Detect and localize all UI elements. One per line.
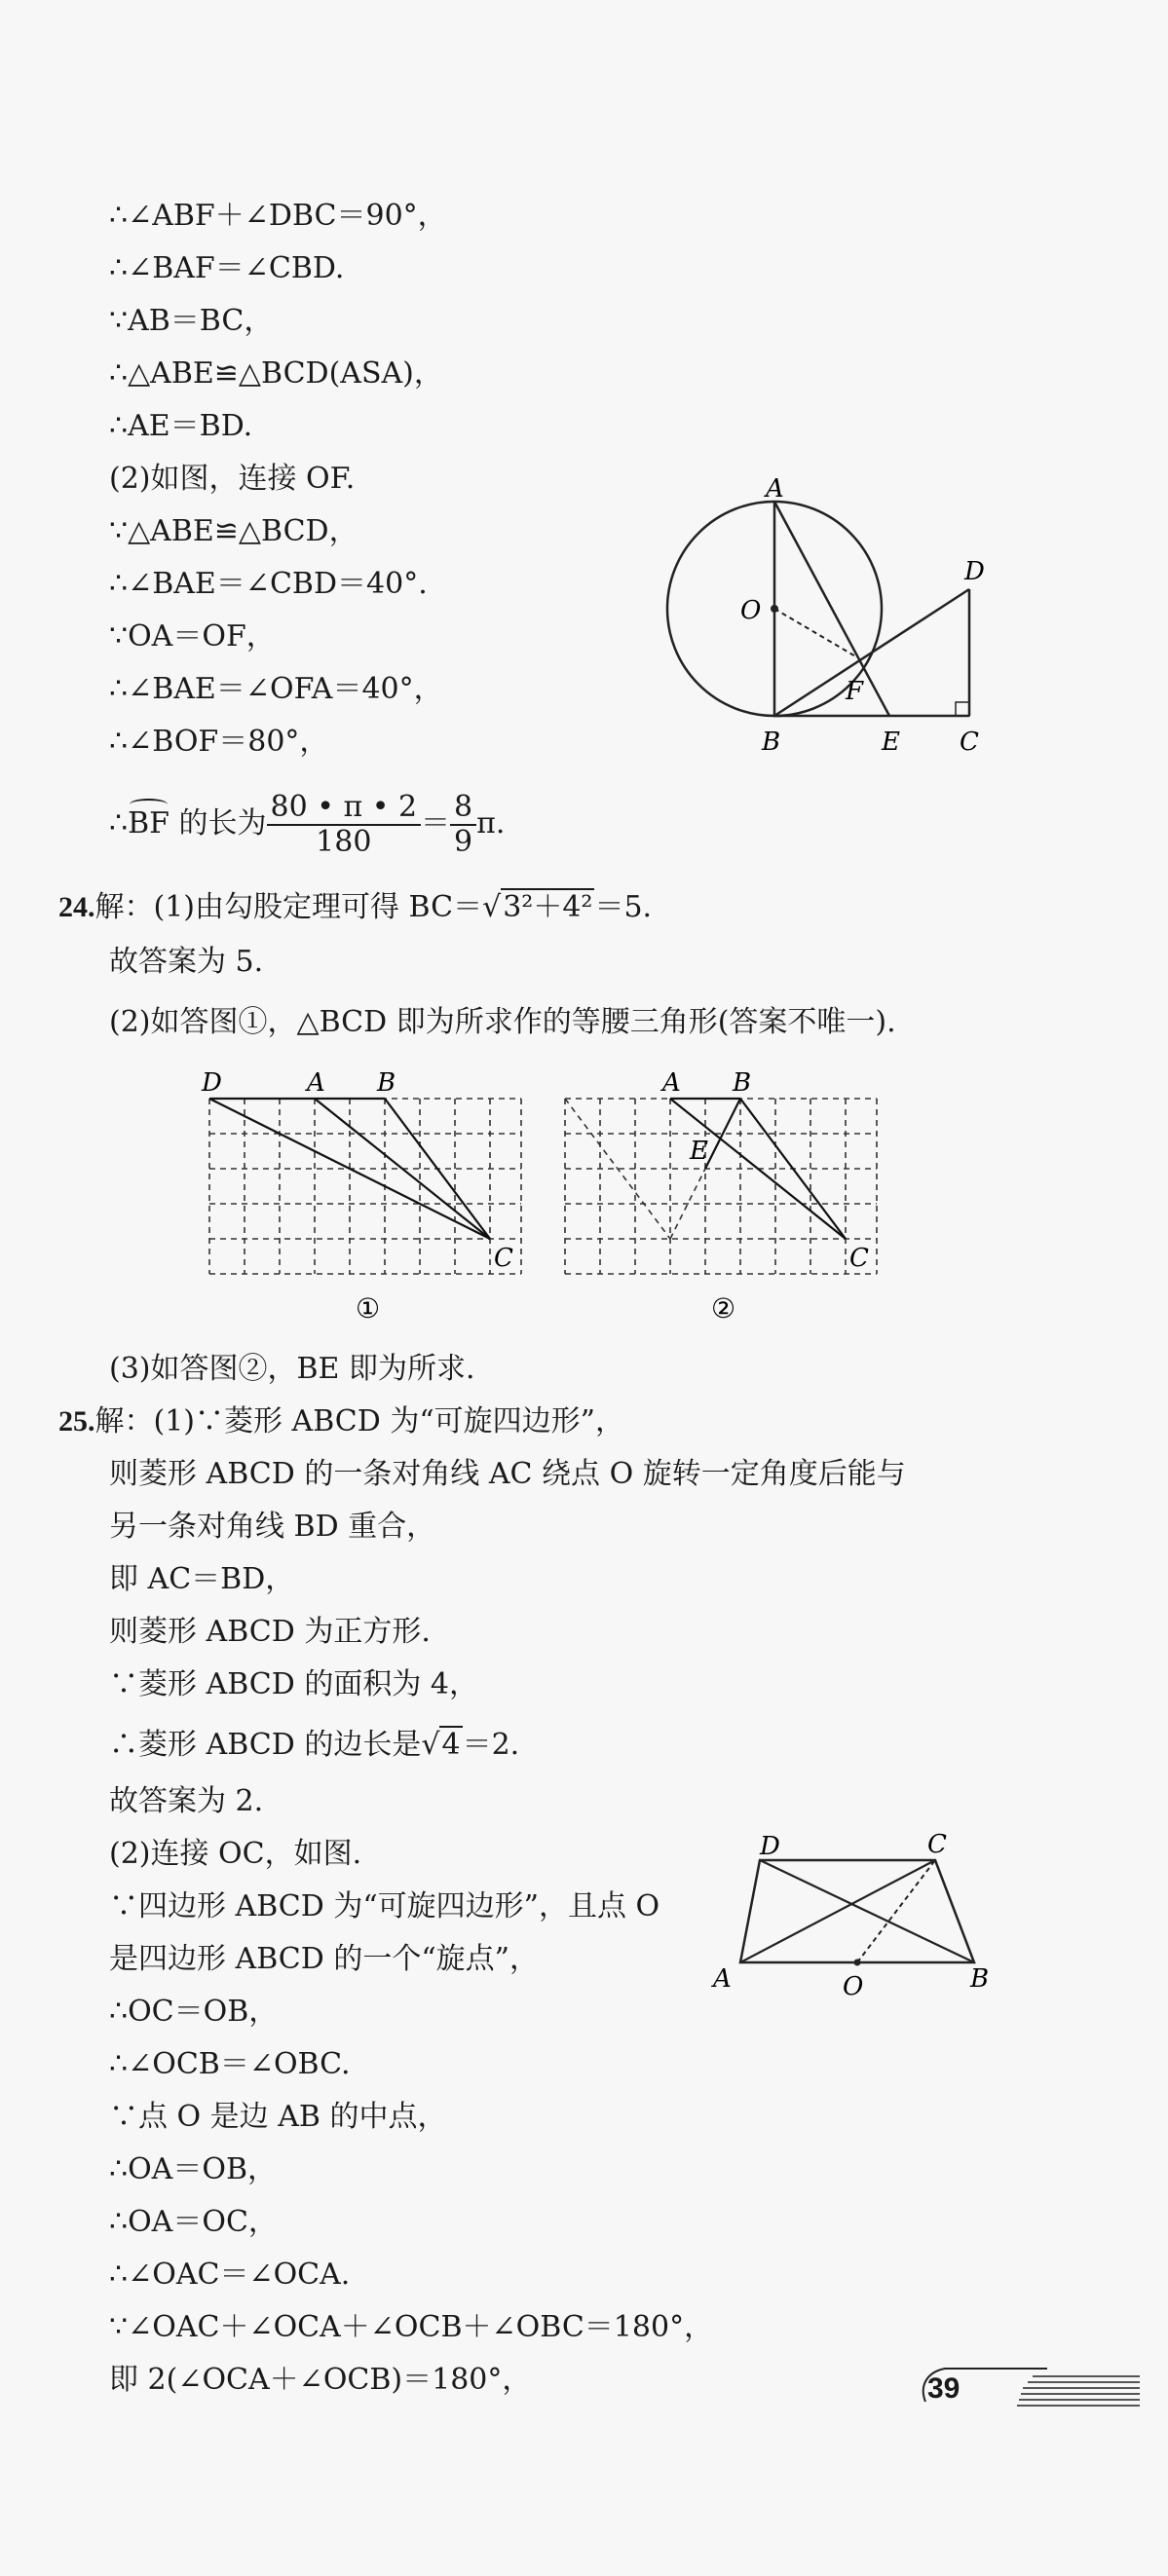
text-line: 故答案为 5. bbox=[109, 945, 264, 979]
text-line: (3)如答图②，BE 即为所求. bbox=[109, 1352, 475, 1386]
text-line: ∵点 O 是边 AB 的中点， bbox=[109, 2100, 447, 2134]
caption-2: ② bbox=[711, 1292, 736, 1325]
text-line: 另一条对角线 BD 重合， bbox=[109, 1510, 436, 1544]
text-line: ∴∠BAE＝∠OFA＝40°， bbox=[109, 672, 443, 706]
text-line: ∵∠OAC＋∠OCA＋∠OCB＋∠OBC＝180°， bbox=[109, 2310, 714, 2344]
figure-trapezoid bbox=[701, 1831, 994, 2006]
text-line: ∴OA＝OC， bbox=[109, 2205, 278, 2239]
text-line: ∵菱形 ABCD 的面积为 4， bbox=[109, 1667, 478, 1701]
label-A: A bbox=[713, 1964, 732, 1994]
text-line: 则菱形 ABCD 为正方形. bbox=[109, 1615, 431, 1649]
text-line: ∴∠BAF＝∠CBD. bbox=[109, 251, 345, 285]
label-A: A bbox=[307, 1068, 325, 1098]
text-line: ∴△ABE≌△BCD(ASA)， bbox=[109, 356, 443, 391]
label-C: C bbox=[849, 1244, 869, 1273]
label-E: E bbox=[690, 1137, 708, 1166]
text-line: 是四边形 ABCD 的一个“旋点”， bbox=[109, 1942, 540, 1976]
side-length-line: ∴菱形 ABCD 的边长是√4＝2. bbox=[109, 1728, 520, 1762]
text-line: ∴∠BOF＝80°， bbox=[109, 725, 329, 759]
label-D: D bbox=[760, 1832, 780, 1861]
text-line: ∵△ABE≌△BCD， bbox=[109, 514, 358, 548]
text-line: 故答案为 2. bbox=[109, 1784, 264, 1818]
arc-length-line: ∴BF 的长为 $\frac{80 • \pi • 2}{180}$ ＝ $\frac{8}{9}$ π. bbox=[109, 790, 506, 859]
label-A: A bbox=[662, 1068, 681, 1098]
label-F: F bbox=[846, 677, 864, 706]
text-line: 则菱形 ABCD 的一条对角线 AC 绕点 O 旋转一定角度后能与 bbox=[109, 1457, 906, 1491]
text-line: ∴∠BAE＝∠CBD＝40°. bbox=[109, 567, 428, 601]
text-line: ∴OA＝OB， bbox=[109, 2152, 277, 2186]
label-B: B bbox=[377, 1068, 396, 1098]
label-A: A bbox=[766, 474, 784, 504]
text-line: (2)如答图①，△BCD 即为所求作的等腰三角形(答案不唯一). bbox=[109, 1005, 896, 1039]
text-line: ∵四边形 ABCD 为“可旋四边形”，且点 O bbox=[109, 1889, 660, 1923]
fraction: $\frac{8}{9}$ bbox=[450, 791, 476, 859]
text-line: ∴∠ABF＋∠DBC＝90°， bbox=[109, 199, 447, 233]
label-O: O bbox=[740, 596, 762, 625]
arc-label: BF bbox=[128, 804, 170, 843]
text-line: ∴∠OAC＝∠OCA. bbox=[109, 2258, 351, 2292]
text-line: ∵OA＝OF， bbox=[109, 619, 276, 653]
text-line: (2)连接 OC，如图. bbox=[109, 1837, 362, 1871]
text-line: 即 2(∠OCA＋∠OCB)＝180°， bbox=[109, 2363, 532, 2397]
figure-circle-triangle bbox=[643, 467, 1013, 760]
caption-1: ① bbox=[356, 1292, 381, 1325]
label-C: C bbox=[960, 728, 979, 757]
label-B: B bbox=[733, 1068, 752, 1098]
label-C: C bbox=[494, 1244, 513, 1273]
text-line: ∵AB＝BC， bbox=[109, 304, 274, 338]
text-line: (2)如图，连接 OF. bbox=[109, 462, 356, 496]
label-E: E bbox=[882, 728, 900, 757]
figure-grid-1 bbox=[190, 1060, 541, 1332]
label-B: B bbox=[762, 728, 781, 757]
label-B: B bbox=[970, 1964, 990, 1994]
label-C: C bbox=[927, 1831, 947, 1859]
label-D: D bbox=[202, 1068, 222, 1098]
label-D: D bbox=[964, 557, 985, 586]
problem-25-line1: 25.解：(1)∵菱形 ABCD 为“可旋四边形”， bbox=[58, 1404, 625, 1438]
text-line: 即 AC＝BD， bbox=[109, 1562, 295, 1596]
fraction: $\frac{80 • \pi • 2}{180}$ bbox=[267, 791, 422, 859]
text-line: ∴AE＝BD. bbox=[109, 409, 253, 443]
problem-24-line1: 24.解：(1)由勾股定理可得 BC＝√3²＋4²＝5. bbox=[58, 890, 653, 924]
label-O: O bbox=[843, 1972, 864, 2001]
figure-grid-2 bbox=[546, 1060, 896, 1332]
page-number: 39 bbox=[927, 2372, 961, 2405]
text-line: ∴OC＝OB， bbox=[109, 1995, 279, 2029]
text-line: ∴∠OCB＝∠OBC. bbox=[109, 2047, 351, 2081]
